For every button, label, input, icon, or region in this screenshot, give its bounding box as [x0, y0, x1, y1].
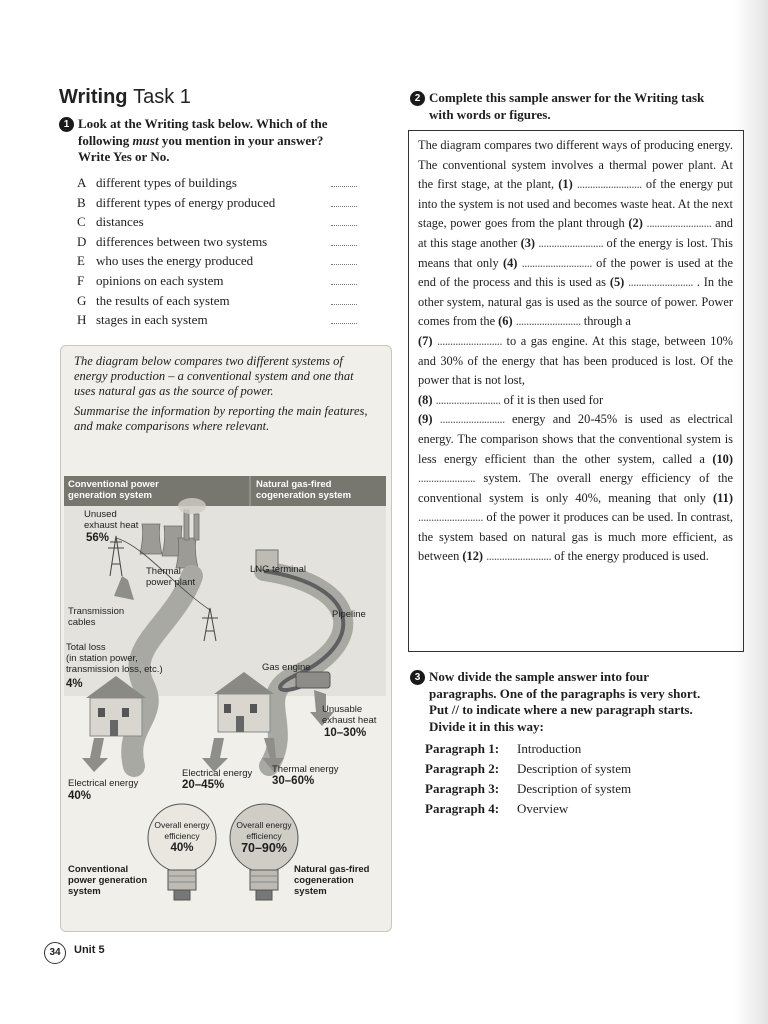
pipeline-label: Pipeline: [332, 609, 366, 620]
blank-7[interactable]: .........................: [437, 333, 502, 348]
gas-engine-label: Gas engine: [262, 662, 311, 673]
q3-line-3: Put // to indicate where a new paragraph starts.: [429, 702, 693, 717]
option-h: [77, 310, 357, 330]
conv-header: Conventional power generation system: [68, 479, 159, 501]
transmission-label: Transmission cables: [68, 606, 125, 628]
option-text: differences between two systems: [96, 233, 268, 249]
gas-engine-icon: [296, 672, 330, 688]
option-letter: C: [77, 214, 86, 230]
total-loss-pct: 4%: [66, 678, 83, 690]
option-text: different types of energy produced: [96, 194, 276, 210]
blank-11[interactable]: .........................: [418, 510, 483, 525]
q3-line-1: Now divide the sample answer into four: [429, 669, 650, 684]
paragraph-label: Paragraph 1:: [425, 741, 500, 756]
q1-line-1: Look at the Writing task below. Which of the: [78, 116, 328, 131]
gas-system-label: Natural gas-fired cogeneration system: [294, 864, 370, 897]
gap-7: (7): [418, 333, 433, 348]
option-text: different types of buildings: [96, 175, 237, 190]
answer-blank[interactable]: [331, 264, 357, 265]
blank-5[interactable]: .........................: [628, 275, 694, 290]
thermal-energy-label: Thermal energy: [272, 764, 339, 775]
q1-line-2a: following: [78, 132, 133, 148]
option-letter: B: [77, 194, 86, 210]
option-b: [77, 193, 357, 213]
unusable-heat-pct: 10–30%: [324, 727, 367, 739]
answer-blank[interactable]: [331, 206, 357, 207]
gas-header: Natural gas-fired cogeneration system: [256, 479, 352, 501]
sample-answer-text: The diagram compares two different ways of producing energy. The conventional system involves a thermal power plant. At the first stage, at the plant, (1) ......................... of the energy put into the system is not used and becomes waste heat. At the next stage, power goes from the plant through (2) ......................... and at this stage another (3) ......................... of the energy is lost. This means that only (4) ........................... of the power is used at the end of the process and this is used as (5) ......................... . In the other system, natural gas is used as the source of power. Power comes from the (6) ......................... through a (7) ......................... to a gas engine. At this stage, between 10% and 30% of the energy that has been produced is lost. Of the power that is not lost, (8) ......................... of it is then used for (9) ......................... energy and 20-45% is used as electrical energy. The comparison shows that the conventional system is less energy efficient than the other system, called a (10) ...................... system. The overall energy efficiency of the conventional system is only 40%, meaning that only (11) ......................... of the power it produces can be used. In contrast, the system based on natural gas is much more efficient, as between (12) ......................... of the energy produced is used.: [418, 138, 733, 564]
energy-systems-diagram: [64, 476, 386, 926]
unusable-heat-label: Unusable exhaust heat: [322, 704, 377, 726]
unused-heat-label: Unused exhaust heat: [84, 509, 139, 531]
q3-line-4: Divide it in this way:: [429, 718, 544, 734]
option-letter: E: [77, 253, 85, 269]
elec-conv-pct: 40%: [68, 790, 92, 802]
paragraph-plan: [425, 739, 685, 819]
question-number-1: 1: [59, 117, 74, 132]
page-title: [59, 86, 191, 109]
conv-system-label: Conventional power generation system: [68, 864, 148, 897]
option-f: [77, 271, 357, 291]
option-letter: D: [77, 233, 87, 249]
elec-gas-label: Electrical energy: [182, 768, 253, 779]
option-text: distances: [96, 214, 144, 230]
gap-8: (8): [418, 392, 433, 407]
answer-blank[interactable]: [331, 304, 357, 305]
answer-blank[interactable]: [331, 245, 357, 246]
gap-12: (12): [462, 549, 484, 564]
task-prompt-p2: Summarise the information by reporting the main features, and make comparisons where relevant.: [74, 404, 368, 433]
options-list: [77, 173, 357, 330]
task-prompt-p1: The diagram below compares two different systems of energy production – a conventional system and one that uses natural gas as the source of power.: [74, 354, 354, 398]
blank-2[interactable]: .........................: [646, 216, 712, 231]
option-letter: H: [77, 312, 87, 328]
question-1: [59, 116, 379, 166]
bulb1-pct: 40%: [170, 842, 194, 854]
gap-9: (9): [418, 412, 433, 427]
q3-line-2: paragraphs. One of the paragraphs is very short.: [429, 685, 701, 701]
paragraph-row: [425, 759, 685, 779]
blank-12[interactable]: .........................: [486, 549, 552, 564]
question-number-3: 3: [410, 670, 425, 685]
blank-3[interactable]: .........................: [538, 235, 604, 250]
gap-11: (11): [713, 490, 733, 505]
q2-line-1: Complete this sample answer for the Writing task: [429, 90, 705, 105]
option-text: who uses the energy produced: [96, 253, 254, 269]
unused-heat-pct: 56%: [86, 532, 110, 544]
diagram-illustration: [64, 476, 386, 926]
blank-4[interactable]: ...........................: [521, 255, 592, 270]
question-number-2: 2: [410, 91, 425, 106]
option-letter: G: [77, 292, 87, 308]
q2-line-2: with words or figures.: [429, 106, 551, 122]
task-prompt: [74, 354, 374, 439]
option-text: opinions on each system: [96, 272, 224, 288]
option-letter: A: [77, 175, 87, 190]
unit-label: Unit 5: [74, 944, 105, 956]
q1-line-2c: you mention in your answer?: [158, 132, 324, 148]
option-text: the results of each system: [96, 292, 230, 308]
gap-6: (6): [498, 314, 513, 329]
option-g: [77, 291, 357, 311]
answer-blank[interactable]: [331, 323, 357, 324]
paragraph-label: Paragraph 4:: [425, 801, 500, 816]
answer-blank[interactable]: [331, 284, 357, 285]
page-title-bold: Writing: [59, 86, 128, 108]
paragraph-value: Description of system: [517, 761, 632, 776]
total-loss-label: Total loss (in station power, transmission loss, etc.): [66, 642, 163, 675]
answer-blank[interactable]: [331, 186, 357, 187]
paragraph-value: Introduction: [517, 741, 582, 756]
gap-3: (3): [520, 235, 536, 250]
question-2: [410, 90, 750, 123]
paragraph-row: [425, 799, 685, 819]
q1-line-3: Write Yes or No.: [78, 149, 170, 164]
paragraph-label: Paragraph 3:: [425, 781, 500, 796]
answer-blank[interactable]: [331, 225, 357, 226]
thermal-energy-pct: 30–60%: [272, 775, 315, 787]
paragraph-value: Description of system: [517, 781, 632, 796]
gap-1: (1): [558, 177, 573, 192]
blank-8[interactable]: .........................: [435, 392, 501, 407]
gap-5: (5): [609, 275, 625, 290]
steam-cloud-icon: [178, 498, 206, 514]
bulb2-pct: 70–90%: [241, 841, 287, 855]
paragraph-value: Overview: [517, 801, 569, 816]
blank-1[interactable]: .........................: [576, 177, 642, 192]
bulb2-label: Overall energy efficiency: [236, 820, 292, 841]
blank-9[interactable]: .........................: [439, 412, 505, 427]
gap-2: (2): [628, 216, 643, 231]
lng-label: LNG terminal: [250, 564, 306, 575]
paragraph-row: [425, 739, 685, 759]
gap-10: (10): [712, 451, 733, 466]
option-c: [77, 212, 357, 232]
bulb1-label: Overall energy efficiency: [154, 820, 210, 841]
q1-line-2b: must: [132, 132, 159, 148]
blank-10[interactable]: ......................: [418, 471, 476, 486]
question-3: [410, 669, 750, 735]
blank-6[interactable]: .........................: [515, 314, 581, 329]
option-a: [77, 173, 357, 193]
option-e: [77, 251, 357, 271]
option-text: stages in each system: [96, 312, 208, 328]
elec-conv-label: Electrical energy: [68, 778, 139, 789]
option-d: [77, 232, 357, 252]
gap-4: (4): [502, 255, 518, 270]
thermal-plant-label: Thermal power plant: [146, 566, 196, 588]
paragraph-label: Paragraph 2:: [425, 761, 500, 776]
elec-gas-pct: 20–45%: [182, 779, 225, 791]
page-title-rest: Task 1: [133, 86, 191, 108]
page-number: 34: [44, 942, 66, 964]
option-letter: F: [77, 272, 85, 288]
paragraph-row: [425, 779, 685, 799]
